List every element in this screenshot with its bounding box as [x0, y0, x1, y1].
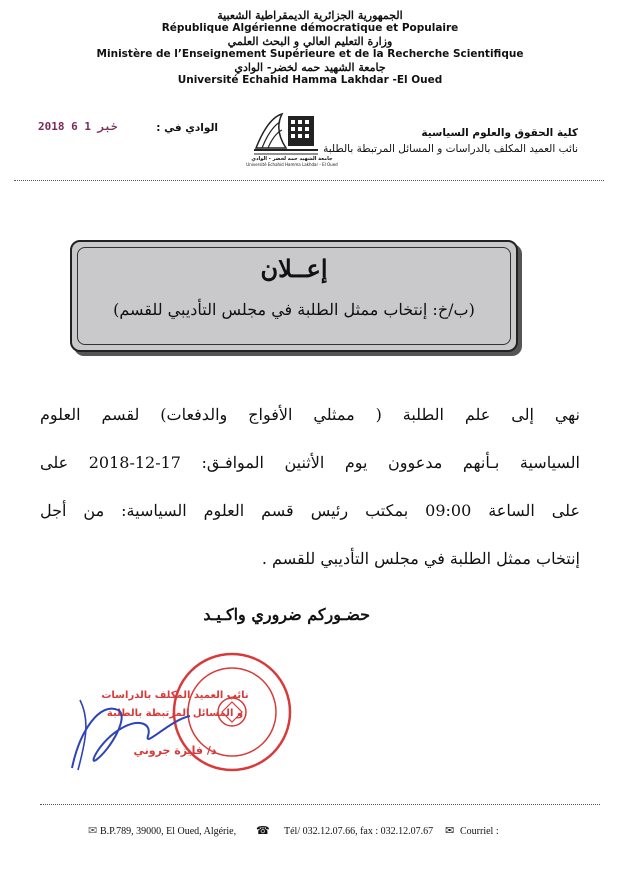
stamp-line-3: د/ فايزة جروني — [133, 744, 217, 757]
telephone-icon: ☎ — [256, 825, 270, 837]
footer-divider — [40, 804, 600, 805]
logo-caption-fr: Université Echahid Hamma Lakhdar - El Oued — [246, 162, 338, 167]
stamp-line-1: نائب العميد المكلف بالدراسات — [101, 690, 249, 701]
date-stamp: 2018 ﺧﺒﺮ 1 6 — [38, 120, 118, 133]
header-divider — [14, 180, 604, 181]
ministry-ar: وزارة التعليم العالي و البحث العلمي — [227, 35, 393, 48]
ministry-fr: Ministère de l’Enseignement Supérieure et de la Recherche Scientifique — [96, 48, 524, 60]
body-line-1: نهي إلى علم الطلبة ( ممثلي الأفواج والدفعات) لقسم العلوم — [40, 405, 580, 424]
footer — [88, 824, 598, 842]
faculty-name: كلية الحقوق والعلوم السياسية — [421, 127, 578, 139]
university-logo — [246, 110, 338, 170]
university-fr: Université Echahid Hamma Lakhdar -El Oued — [177, 74, 443, 86]
country-ar: الجمهورية الجزائرية الديمقراطية الشعبية — [217, 9, 403, 22]
university-logo-icon — [252, 110, 332, 158]
stamp-line-2: و المسائل المرتبطة بالطلبة — [106, 708, 244, 719]
footer-address: B.P.789, 39000, El Oued, Algérie, — [100, 826, 237, 837]
body-line-3: على الساعة 09:00 بمكتب رئيس قسم العلوم السياسية: من أجل — [40, 501, 580, 520]
announcement-box — [70, 240, 518, 352]
closing-line: حضـوركم ضروري واكـيـد — [203, 605, 370, 624]
office-name: نائب العميد المكلف بالدراسات و المسائل المرتبطة بالطلبة — [323, 143, 578, 155]
place-label: الوادي في : — [156, 122, 218, 134]
university-ar: جامعة الشهيد حمه لخضر- الوادي — [234, 61, 386, 74]
logo-caption-ar: جامعة الشهيد حمه لخضر - الوادي — [251, 156, 333, 162]
signature-icon — [60, 680, 210, 780]
country-fr: République Algérienne démocratique et Populaire — [161, 22, 459, 34]
date-row — [38, 120, 218, 136]
footer-email-label: Courriel : — [460, 826, 499, 837]
footer-phone: Tél/ 032.12.07.66, fax : 032.12.07.67 — [284, 826, 434, 837]
announcement-subtitle: (ب/خ: إنتخاب ممثل الطلبة في مجلس التأديبي للقسم) — [113, 300, 475, 319]
email-icon: ✉ — [445, 825, 455, 837]
announcement-title: إعــلان — [260, 254, 328, 283]
envelope-icon: ✉ — [88, 825, 98, 837]
official-stamp — [60, 650, 300, 780]
body-line-2: السياسية بـأنهم مدعوون يوم الأثنين الموافـق: 17-12-2018 على — [40, 453, 580, 472]
body-line-4: إنتخاب ممثل الطلبة في مجلس التأديبي للقسم . — [261, 549, 580, 568]
